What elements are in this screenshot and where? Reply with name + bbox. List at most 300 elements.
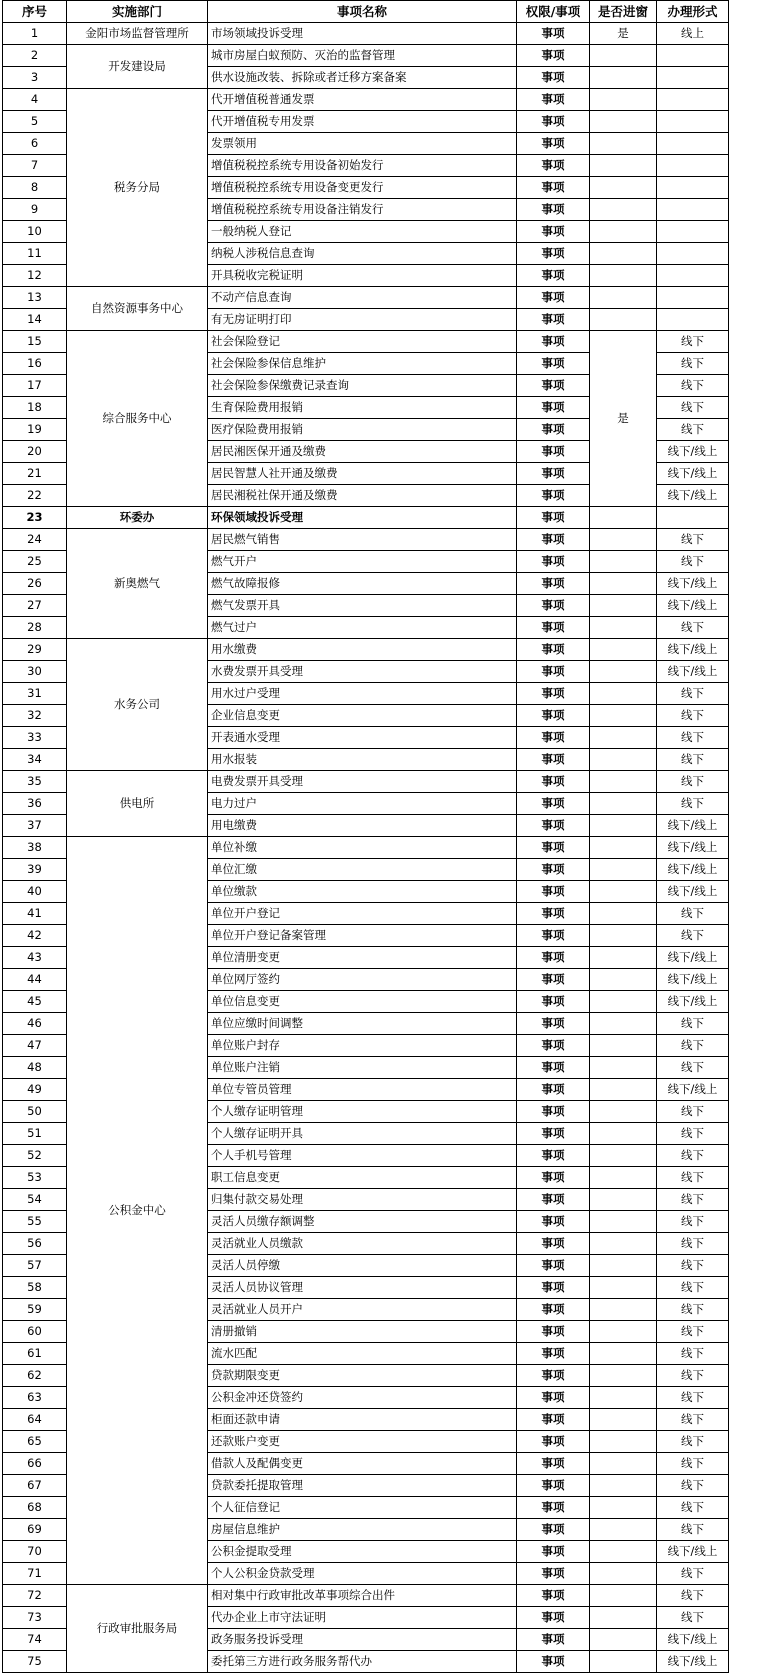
cell-type: 事项 (517, 661, 590, 683)
cell-hall (590, 1651, 657, 1673)
cell-item: 政务服务投诉受理 (208, 1629, 517, 1651)
cell-item: 开表通水受理 (208, 727, 517, 749)
cell-mode: 线下 (657, 1475, 729, 1497)
cell-type: 事项 (517, 133, 590, 155)
cell-item: 灵活人员停缴 (208, 1255, 517, 1277)
cell-mode (657, 309, 729, 331)
cell-mode: 线下/线上 (657, 661, 729, 683)
cell-type: 事项 (517, 309, 590, 331)
cell-hall (590, 1409, 657, 1431)
cell-type: 事项 (517, 903, 590, 925)
cell-item: 单位开户登记备案管理 (208, 925, 517, 947)
cell-type: 事项 (517, 45, 590, 67)
cell-dept: 行政审批服务局 (67, 1585, 208, 1673)
cell-mode (657, 199, 729, 221)
header-hall: 是否进窗 (590, 1, 657, 23)
cell-type: 事项 (517, 595, 590, 617)
cell-seq: 43 (3, 947, 67, 969)
cell-seq: 7 (3, 155, 67, 177)
cell-mode: 线下 (657, 705, 729, 727)
cell-type: 事项 (517, 177, 590, 199)
cell-type: 事项 (517, 1585, 590, 1607)
cell-mode: 线下/线上 (657, 881, 729, 903)
cell-mode: 线下 (657, 1497, 729, 1519)
cell-hall (590, 617, 657, 639)
cell-item: 电费发票开具受理 (208, 771, 517, 793)
cell-item: 柜面还款申请 (208, 1409, 517, 1431)
cell-hall (590, 111, 657, 133)
cell-hall (590, 1431, 657, 1453)
cell-seq: 53 (3, 1167, 67, 1189)
cell-seq: 57 (3, 1255, 67, 1277)
cell-item: 单位账户封存 (208, 1035, 517, 1057)
cell-type: 事项 (517, 815, 590, 837)
cell-mode: 线下/线上 (657, 837, 729, 859)
cell-seq: 56 (3, 1233, 67, 1255)
cell-type: 事项 (517, 683, 590, 705)
cell-mode: 线下 (657, 1123, 729, 1145)
cell-seq: 60 (3, 1321, 67, 1343)
cell-type: 事项 (517, 1431, 590, 1453)
cell-type: 事项 (517, 749, 590, 771)
cell-seq: 12 (3, 265, 67, 287)
cell-type: 事项 (517, 1453, 590, 1475)
cell-seq: 1 (3, 23, 67, 45)
cell-hall (590, 287, 657, 309)
cell-seq: 32 (3, 705, 67, 727)
cell-item: 居民燃气销售 (208, 529, 517, 551)
cell-item: 环保领域投诉受理 (208, 507, 517, 529)
cell-item: 还款账户变更 (208, 1431, 517, 1453)
cell-hall: 是 (590, 23, 657, 45)
cell-seq: 71 (3, 1563, 67, 1585)
cell-type: 事项 (517, 1101, 590, 1123)
cell-item: 相对集中行政审批改革事项综合出件 (208, 1585, 517, 1607)
cell-type: 事项 (517, 1299, 590, 1321)
cell-mode: 线下 (657, 1387, 729, 1409)
cell-type: 事项 (517, 1255, 590, 1277)
cell-type: 事项 (517, 1079, 590, 1101)
cell-seq: 72 (3, 1585, 67, 1607)
cell-type: 事项 (517, 705, 590, 727)
cell-hall (590, 155, 657, 177)
cell-item: 市场领域投诉受理 (208, 23, 517, 45)
cell-mode (657, 89, 729, 111)
cell-hall (590, 1013, 657, 1035)
cell-mode: 线下/线上 (657, 1541, 729, 1563)
cell-item: 代开增值税专用发票 (208, 111, 517, 133)
cell-seq: 25 (3, 551, 67, 573)
cell-item: 灵活人员缴存额调整 (208, 1211, 517, 1233)
cell-item: 流水匹配 (208, 1343, 517, 1365)
cell-item: 用水过户受理 (208, 683, 517, 705)
cell-seq: 41 (3, 903, 67, 925)
cell-item: 燃气开户 (208, 551, 517, 573)
cell-mode: 线下 (657, 727, 729, 749)
cell-mode: 线下 (657, 1453, 729, 1475)
cell-hall (590, 1145, 657, 1167)
cell-item: 增值税税控系统专用设备注销发行 (208, 199, 517, 221)
cell-type: 事项 (517, 353, 590, 375)
cell-mode: 线下 (657, 1189, 729, 1211)
cell-seq: 20 (3, 441, 67, 463)
cell-hall (590, 1475, 657, 1497)
cell-item: 居民智慧人社开通及缴费 (208, 463, 517, 485)
cell-item: 个人缴存证明管理 (208, 1101, 517, 1123)
cell-mode (657, 133, 729, 155)
cell-mode: 线下 (657, 1277, 729, 1299)
cell-mode: 线下/线上 (657, 595, 729, 617)
cell-type: 事项 (517, 23, 590, 45)
cell-mode: 线下 (657, 1607, 729, 1629)
cell-seq: 30 (3, 661, 67, 683)
cell-mode: 线下 (657, 1365, 729, 1387)
cell-mode (657, 287, 729, 309)
cell-item: 单位补缴 (208, 837, 517, 859)
cell-hall (590, 1387, 657, 1409)
cell-type: 事项 (517, 463, 590, 485)
cell-mode: 线下 (657, 749, 729, 771)
cell-mode: 线下 (657, 1585, 729, 1607)
cell-type: 事项 (517, 111, 590, 133)
cell-type: 事项 (517, 375, 590, 397)
cell-item: 居民湘医保开通及缴费 (208, 441, 517, 463)
cell-mode (657, 177, 729, 199)
cell-seq: 4 (3, 89, 67, 111)
cell-type: 事项 (517, 485, 590, 507)
cell-type: 事项 (517, 1343, 590, 1365)
cell-hall (590, 683, 657, 705)
cell-item: 公积金冲还贷签约 (208, 1387, 517, 1409)
cell-type: 事项 (517, 397, 590, 419)
cell-seq: 48 (3, 1057, 67, 1079)
cell-item: 灵活就业人员缴款 (208, 1233, 517, 1255)
cell-seq: 51 (3, 1123, 67, 1145)
cell-mode: 线下/线上 (657, 1629, 729, 1651)
cell-item: 用电缴费 (208, 815, 517, 837)
cell-mode: 线下 (657, 683, 729, 705)
cell-seq: 61 (3, 1343, 67, 1365)
cell-seq: 40 (3, 881, 67, 903)
cell-item: 生育保险费用报销 (208, 397, 517, 419)
cell-item: 有无房证明打印 (208, 309, 517, 331)
cell-type: 事项 (517, 1651, 590, 1673)
cell-seq: 50 (3, 1101, 67, 1123)
cell-dept: 税务分局 (67, 89, 208, 287)
cell-item: 燃气发票开具 (208, 595, 517, 617)
cell-seq: 13 (3, 287, 67, 309)
cell-mode: 线下/线上 (657, 639, 729, 661)
cell-seq: 34 (3, 749, 67, 771)
cell-seq: 21 (3, 463, 67, 485)
cell-seq: 39 (3, 859, 67, 881)
cell-type: 事项 (517, 727, 590, 749)
cell-mode: 线下 (657, 1035, 729, 1057)
cell-hall (590, 881, 657, 903)
cell-item: 单位汇缴 (208, 859, 517, 881)
table-body (3, 23, 729, 1673)
cell-hall (590, 595, 657, 617)
cell-seq: 75 (3, 1651, 67, 1673)
cell-type: 事项 (517, 573, 590, 595)
cell-seq: 59 (3, 1299, 67, 1321)
cell-type: 事项 (517, 199, 590, 221)
cell-type: 事项 (517, 1387, 590, 1409)
cell-item: 个人手机号管理 (208, 1145, 517, 1167)
cell-hall (590, 1343, 657, 1365)
cell-type: 事项 (517, 1189, 590, 1211)
cell-item: 用水报装 (208, 749, 517, 771)
cell-hall (590, 925, 657, 947)
cell-type: 事项 (517, 639, 590, 661)
cell-seq: 10 (3, 221, 67, 243)
cell-hall (590, 177, 657, 199)
cell-mode: 线下 (657, 1255, 729, 1277)
cell-item: 增值税税控系统专用设备变更发行 (208, 177, 517, 199)
cell-seq: 37 (3, 815, 67, 837)
cell-mode: 线下/线上 (657, 947, 729, 969)
cell-hall (590, 1123, 657, 1145)
cell-type: 事项 (517, 1497, 590, 1519)
cell-hall (590, 45, 657, 67)
cell-item: 燃气故障报修 (208, 573, 517, 595)
cell-type: 事项 (517, 881, 590, 903)
cell-mode: 线下 (657, 1167, 729, 1189)
cell-item: 用水缴费 (208, 639, 517, 661)
table-row (3, 771, 729, 793)
cell-item: 社会保险参保缴费记录查询 (208, 375, 517, 397)
cell-seq: 58 (3, 1277, 67, 1299)
cell-mode: 线下 (657, 419, 729, 441)
cell-type: 事项 (517, 155, 590, 177)
cell-item: 职工信息变更 (208, 1167, 517, 1189)
cell-mode: 线下/线上 (657, 573, 729, 595)
cell-hall (590, 1497, 657, 1519)
cell-mode: 线下 (657, 1145, 729, 1167)
cell-dept: 开发建设局 (67, 45, 208, 89)
cell-type: 事项 (517, 551, 590, 573)
cell-mode: 线下 (657, 1211, 729, 1233)
cell-mode: 线下 (657, 1013, 729, 1035)
cell-mode: 线下/线上 (657, 441, 729, 463)
cell-type: 事项 (517, 925, 590, 947)
cell-hall (590, 1079, 657, 1101)
cell-seq: 73 (3, 1607, 67, 1629)
cell-seq: 47 (3, 1035, 67, 1057)
cell-hall (590, 1541, 657, 1563)
cell-seq: 29 (3, 639, 67, 661)
cell-mode (657, 243, 729, 265)
cell-type: 事项 (517, 1211, 590, 1233)
cell-hall (590, 947, 657, 969)
cell-mode: 线下 (657, 353, 729, 375)
cell-item: 燃气过户 (208, 617, 517, 639)
cell-seq: 46 (3, 1013, 67, 1035)
cell-seq: 16 (3, 353, 67, 375)
cell-hall (590, 815, 657, 837)
cell-hall (590, 1607, 657, 1629)
cell-hall (590, 89, 657, 111)
cell-item: 一般纳税人登记 (208, 221, 517, 243)
table-row (3, 331, 729, 353)
cell-dept: 水务公司 (67, 639, 208, 771)
cell-seq: 23 (3, 507, 67, 529)
cell-item: 单位网厅签约 (208, 969, 517, 991)
cell-seq: 44 (3, 969, 67, 991)
cell-item: 委托第三方进行政务服务帮代办 (208, 1651, 517, 1673)
cell-seq: 9 (3, 199, 67, 221)
cell-seq: 74 (3, 1629, 67, 1651)
cell-item: 灵活就业人员开户 (208, 1299, 517, 1321)
cell-hall (590, 749, 657, 771)
cell-type: 事项 (517, 771, 590, 793)
cell-type: 事项 (517, 507, 590, 529)
cell-type: 事项 (517, 331, 590, 353)
cell-item: 贷款委托提取管理 (208, 1475, 517, 1497)
cell-type: 事项 (517, 1277, 590, 1299)
cell-type: 事项 (517, 529, 590, 551)
cell-item: 单位应缴时间调整 (208, 1013, 517, 1035)
cell-hall (590, 1035, 657, 1057)
cell-item: 单位清册变更 (208, 947, 517, 969)
cell-dept: 自然资源事务中心 (67, 287, 208, 331)
cell-hall (590, 859, 657, 881)
cell-hall (590, 1277, 657, 1299)
cell-seq: 68 (3, 1497, 67, 1519)
cell-seq: 54 (3, 1189, 67, 1211)
cell-mode: 线下 (657, 1343, 729, 1365)
cell-mode: 线下 (657, 375, 729, 397)
cell-type: 事项 (517, 617, 590, 639)
cell-mode: 线下 (657, 1233, 729, 1255)
cell-seq: 45 (3, 991, 67, 1013)
cell-hall (590, 551, 657, 573)
cell-mode (657, 265, 729, 287)
cell-hall (590, 903, 657, 925)
cell-item: 医疗保险费用报销 (208, 419, 517, 441)
cell-seq: 28 (3, 617, 67, 639)
cell-seq: 5 (3, 111, 67, 133)
cell-type: 事项 (517, 221, 590, 243)
cell-seq: 3 (3, 67, 67, 89)
cell-type: 事项 (517, 287, 590, 309)
cell-mode: 线下 (657, 1321, 729, 1343)
cell-mode: 线下/线上 (657, 815, 729, 837)
cell-item: 纳税人涉税信息查询 (208, 243, 517, 265)
cell-type: 事项 (517, 243, 590, 265)
cell-type: 事项 (517, 969, 590, 991)
cell-type: 事项 (517, 1541, 590, 1563)
table-row (3, 45, 729, 67)
cell-mode: 线下/线上 (657, 1651, 729, 1673)
cell-item: 发票领用 (208, 133, 517, 155)
cell-item: 电力过户 (208, 793, 517, 815)
cell-type: 事项 (517, 1013, 590, 1035)
cell-mode: 线下 (657, 1101, 729, 1123)
cell-seq: 67 (3, 1475, 67, 1497)
cell-type: 事项 (517, 1629, 590, 1651)
cell-hall (590, 573, 657, 595)
cell-mode (657, 155, 729, 177)
cell-item: 代办企业上市守法证明 (208, 1607, 517, 1629)
cell-seq: 52 (3, 1145, 67, 1167)
cell-type: 事项 (517, 441, 590, 463)
cell-mode: 线下 (657, 1431, 729, 1453)
cell-seq: 66 (3, 1453, 67, 1475)
cell-hall (590, 1255, 657, 1277)
table-row (3, 507, 729, 529)
cell-mode: 线下/线上 (657, 1079, 729, 1101)
cell-seq: 49 (3, 1079, 67, 1101)
cell-hall (590, 1299, 657, 1321)
cell-hall: 是 (590, 331, 657, 507)
cell-hall (590, 991, 657, 1013)
table-row (3, 639, 729, 661)
cell-type: 事项 (517, 1475, 590, 1497)
cell-seq: 15 (3, 331, 67, 353)
cell-type: 事项 (517, 1167, 590, 1189)
cell-mode: 线下/线上 (657, 991, 729, 1013)
cell-type: 事项 (517, 837, 590, 859)
cell-mode: 线下/线上 (657, 859, 729, 881)
cell-type: 事项 (517, 1321, 590, 1343)
cell-hall (590, 771, 657, 793)
cell-mode: 线下 (657, 617, 729, 639)
cell-item: 单位缴款 (208, 881, 517, 903)
table-row (3, 837, 729, 859)
cell-hall (590, 529, 657, 551)
cell-type: 事项 (517, 1057, 590, 1079)
cell-type: 事项 (517, 89, 590, 111)
cell-type: 事项 (517, 991, 590, 1013)
cell-item: 归集付款交易处理 (208, 1189, 517, 1211)
cell-seq: 14 (3, 309, 67, 331)
cell-dept: 公积金中心 (67, 837, 208, 1585)
cell-seq: 36 (3, 793, 67, 815)
table-row (3, 1585, 729, 1607)
cell-seq: 6 (3, 133, 67, 155)
cell-item: 房屋信息维护 (208, 1519, 517, 1541)
cell-seq: 24 (3, 529, 67, 551)
cell-seq: 63 (3, 1387, 67, 1409)
cell-seq: 8 (3, 177, 67, 199)
cell-mode: 线下/线上 (657, 463, 729, 485)
cell-mode (657, 45, 729, 67)
header-mode: 办理形式 (657, 1, 729, 23)
cell-type: 事项 (517, 1607, 590, 1629)
service-items-table (2, 0, 729, 1673)
cell-mode: 线下 (657, 1057, 729, 1079)
cell-type: 事项 (517, 1519, 590, 1541)
cell-mode (657, 507, 729, 529)
cell-type: 事项 (517, 1409, 590, 1431)
cell-item: 增值税税控系统专用设备初始发行 (208, 155, 517, 177)
cell-item: 城市房屋白蚁预防、灭治的监督管理 (208, 45, 517, 67)
cell-mode: 线下 (657, 771, 729, 793)
cell-hall (590, 705, 657, 727)
cell-seq: 42 (3, 925, 67, 947)
cell-type: 事项 (517, 67, 590, 89)
cell-hall (590, 67, 657, 89)
cell-mode: 线下/线上 (657, 485, 729, 507)
cell-item: 供水设施改装、拆除或者迁移方案备案 (208, 67, 517, 89)
header-seq: 序号 (3, 1, 67, 23)
cell-hall (590, 969, 657, 991)
cell-mode: 线下 (657, 793, 729, 815)
cell-mode: 线下 (657, 925, 729, 947)
cell-dept: 供电所 (67, 771, 208, 837)
cell-hall (590, 1629, 657, 1651)
